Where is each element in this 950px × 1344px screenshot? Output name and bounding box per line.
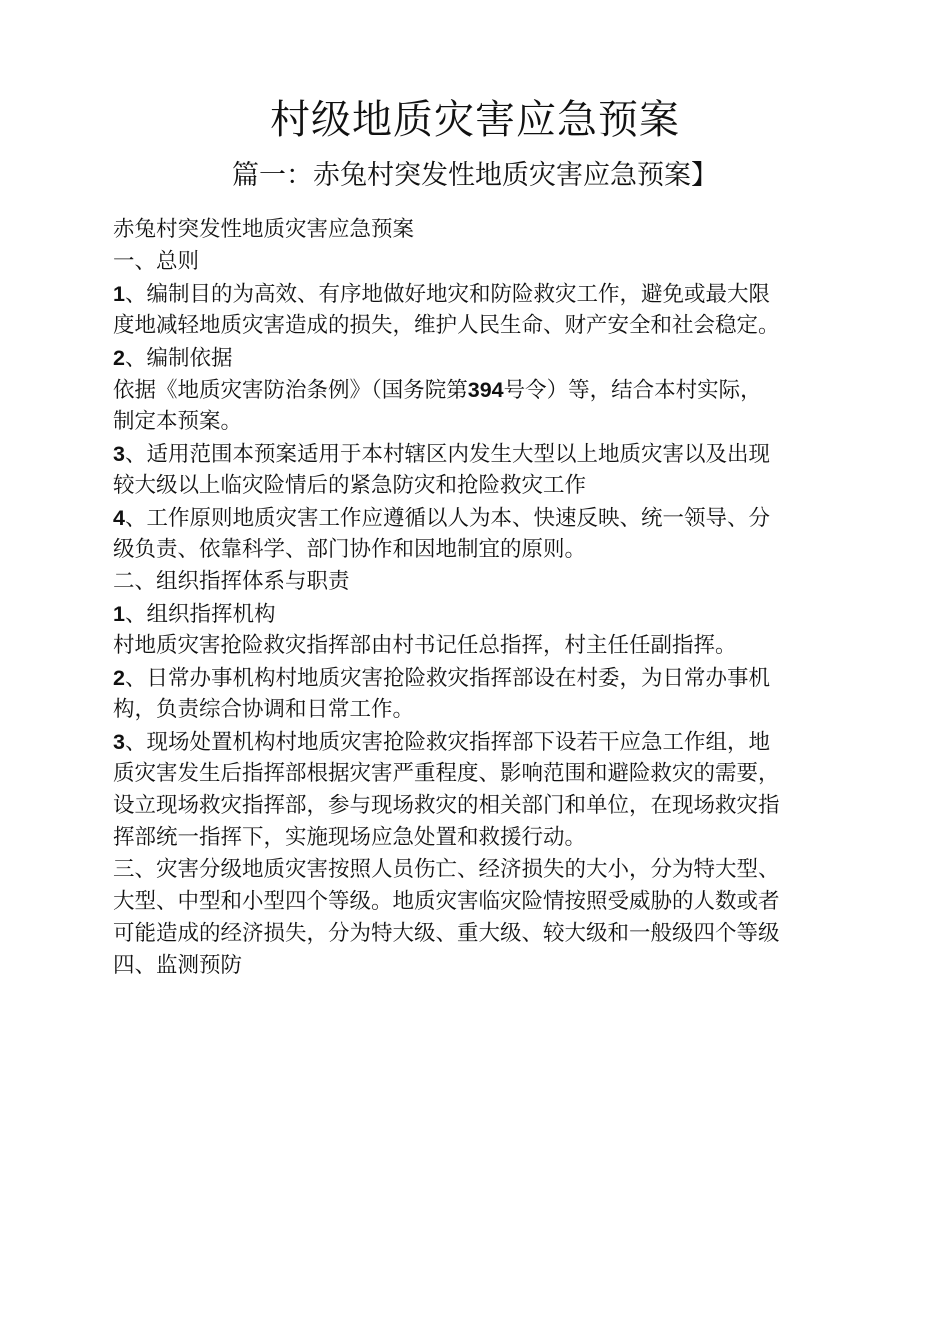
line-text: 、编制依据 xyxy=(124,346,233,371)
line-text: 可能造成的经济损失，分为特大级、重大级、较大级和一般级四个等级 xyxy=(113,921,780,946)
paragraph-line xyxy=(113,342,843,374)
paragraph-line xyxy=(113,310,843,342)
line-text: 四、监测预防 xyxy=(113,953,243,978)
line-text: 制定本预案。 xyxy=(113,409,243,434)
inline-number: 394 xyxy=(467,378,504,402)
item-number: 4 xyxy=(113,506,125,530)
paragraph-line xyxy=(113,406,843,438)
line-text: 级负责、依靠科学、部门协作和因地制宜的原则。 xyxy=(113,537,587,562)
line-text: 赤兔村突发性地质灾害应急预案 xyxy=(113,217,415,242)
line-text: 度地减轻地质灾害造成的损失，维护人民生命、财产安全和社会稳定。 xyxy=(113,313,780,338)
line-text: 、组织指挥机构 xyxy=(124,602,276,627)
line-text: 二、组织指挥体系与职责 xyxy=(113,569,350,594)
paragraph-line xyxy=(113,598,843,630)
paragraph-line xyxy=(113,662,843,694)
paragraph-line xyxy=(113,822,843,854)
paragraph-line xyxy=(113,534,843,566)
document-title: 村级地质灾害应急预案 xyxy=(270,97,680,143)
paragraph-line xyxy=(113,886,843,918)
line-text: 、现场处置机构村地质灾害抢险救灾指挥部下设若干应急工作组，地 xyxy=(124,730,770,755)
paragraph-line xyxy=(113,278,843,310)
paragraph-line xyxy=(113,790,843,822)
paragraph-line xyxy=(113,694,843,726)
line-text: 三、灾害分级地质灾害按照人员伤亡、经济损失的大小，分为特大型、 xyxy=(113,857,780,882)
paragraph-line xyxy=(113,566,843,598)
document-subtitle: 篇一：赤兔村突发性地质灾害应急预案】 xyxy=(232,160,718,191)
paragraph-line xyxy=(113,374,843,406)
item-number: 3 xyxy=(113,730,125,754)
paragraph-line xyxy=(113,470,843,502)
paragraph-line xyxy=(113,246,843,278)
line-text: 、适用范围本预案适用于本村辖区内发生大型以上地质灾害以及出现 xyxy=(124,442,770,467)
paragraph-line xyxy=(113,214,843,246)
item-number: 1 xyxy=(113,602,125,626)
item-number: 3 xyxy=(113,442,125,466)
line-text: 设立现场救灾指挥部，参与现场救灾的相关部门和单位，在现场救灾指 xyxy=(113,793,780,818)
line-text: 较大级以上临灾险情后的紧急防灾和抢险救灾工作 xyxy=(113,473,587,498)
line-text: 一、总则 xyxy=(113,249,200,274)
paragraph-line xyxy=(113,758,843,790)
item-number: 1 xyxy=(113,282,125,306)
line-text: 质灾害发生后指挥部根据灾害严重程度、影响范围和避险救灾的需要， xyxy=(113,761,780,786)
line-text: 、编制目的为高效、有序地做好地灾和防险救灾工作，避免或最大限 xyxy=(124,282,770,307)
line-text: 、日常办事机构村地质灾害抢险救灾指挥部设在村委，为日常办事机 xyxy=(124,666,770,691)
paragraph-line xyxy=(113,950,843,982)
paragraph-line xyxy=(113,502,843,534)
line-text: 依据《地质灾害防治条例》（国务院第 xyxy=(113,378,468,403)
paragraph-line xyxy=(113,630,843,662)
line-text: 、工作原则地质灾害工作应遵循以人为本、快速反映、统一领导、分 xyxy=(124,506,770,531)
paragraph-line xyxy=(113,438,843,470)
paragraph-line xyxy=(113,918,843,950)
line-text: 挥部统一指挥下，实施现场应急处置和救援行动。 xyxy=(113,825,587,850)
line-text: 大型、中型和小型四个等级。地质灾害临灾险情按照受威胁的人数或者 xyxy=(113,889,780,914)
item-number: 2 xyxy=(113,666,125,690)
paragraph-line xyxy=(113,726,843,758)
line-text: 构，负责综合协调和日常工作。 xyxy=(113,697,415,722)
line-text: 村地质灾害抢险救灾指挥部由村书记任总指挥，村主任任副指挥。 xyxy=(113,633,737,658)
paragraph-line xyxy=(113,854,843,886)
document-body xyxy=(113,214,843,982)
line-text-continued: 号令）等，结合本村实际， xyxy=(503,378,762,403)
item-number: 2 xyxy=(113,346,125,370)
